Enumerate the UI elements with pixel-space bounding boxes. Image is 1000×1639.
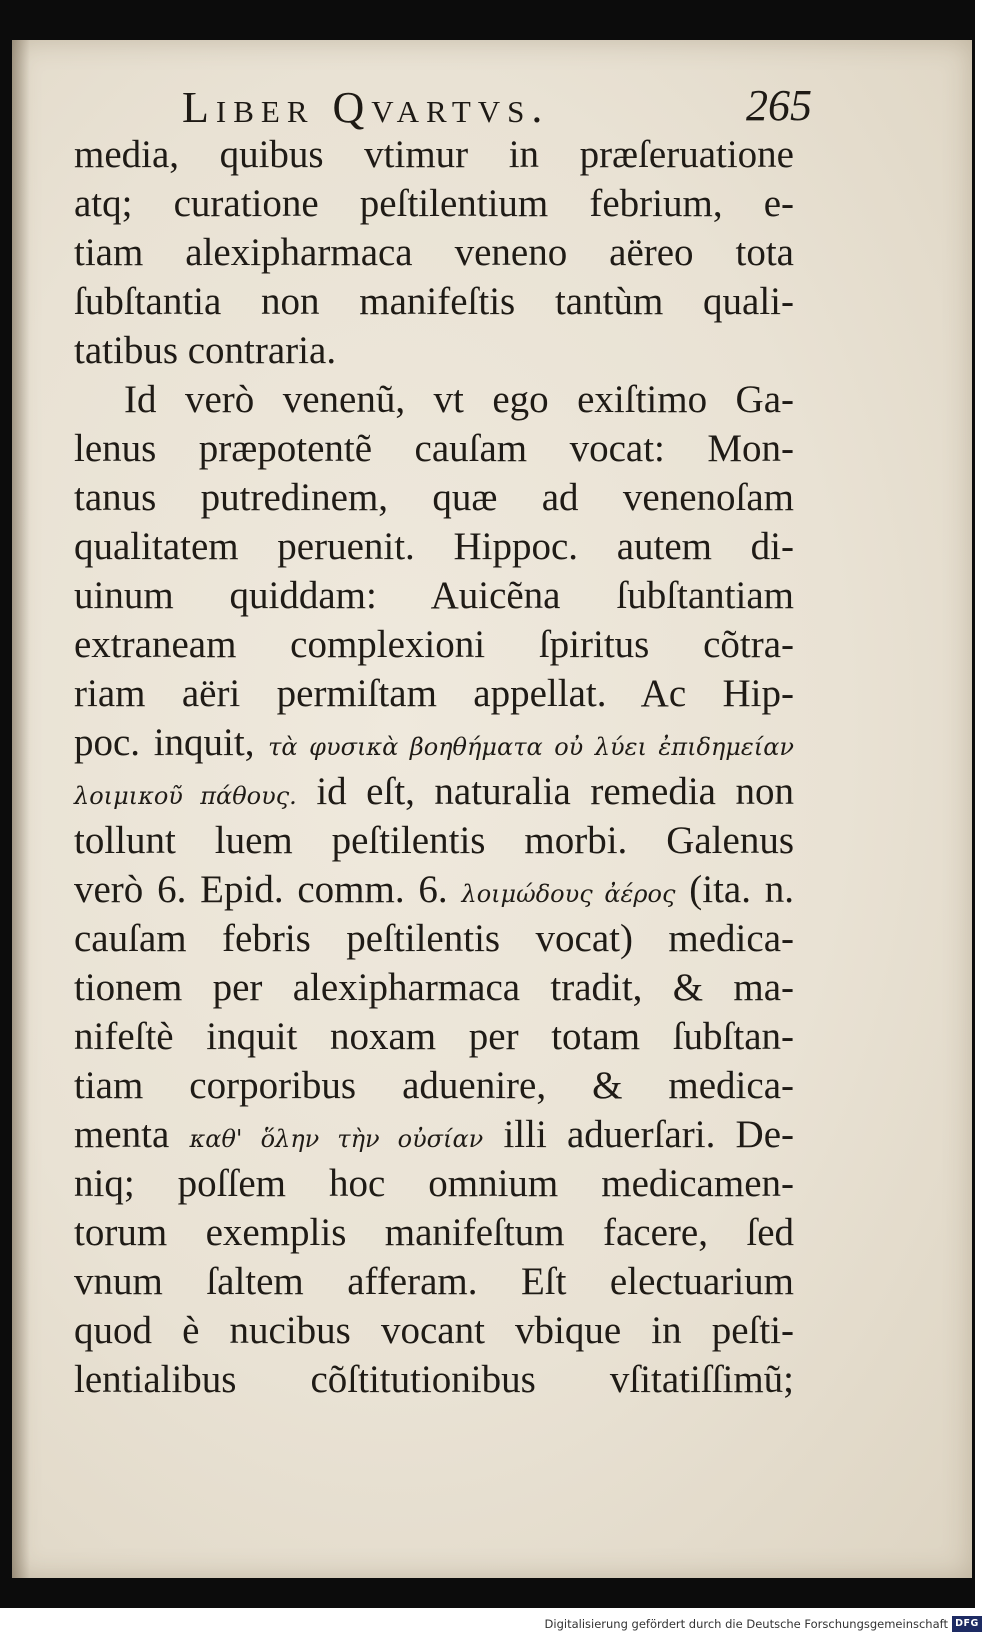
text-line	[74, 865, 794, 914]
text-line: nifeſtè inquit noxam per totam ſubſtan-	[74, 1015, 794, 1058]
book-page	[12, 40, 972, 1578]
digitization-footer	[0, 1612, 1000, 1639]
text-line: media, quibus vtimur in præſeruatione	[74, 133, 794, 176]
text-line: cauſam febris peſtilentis vocat) medica-	[74, 917, 794, 960]
text-line: lentialibus cõſtitutionibus vſitatiſſimũ;	[74, 1358, 794, 1401]
text-line: ſubſtantia non manifeſtis tantùm quali-	[74, 280, 794, 323]
greek-quotation: καθ' ὅλην τὴν οὐσίαν	[189, 1125, 484, 1153]
text-line: vnum ſaltem afferam. Eſt electuarium	[74, 1260, 794, 1303]
latin-text: poc. inquit,	[74, 721, 255, 764]
text-line: uinum quiddam: Auicẽna ſubſtantiam	[74, 574, 794, 617]
text-line: niq; poſſem hoc omnium medicamen-	[74, 1162, 794, 1205]
latin-text: (ita. n.	[689, 868, 795, 911]
body-text	[74, 130, 794, 1404]
text-line: quod è nucibus vocant vbique in peſti-	[74, 1309, 794, 1352]
text-line: tanus putredinem, quæ ad venenoſam	[74, 476, 794, 519]
paragraph-start-line: Id verò venenũ, vt ego exiſtimo Ga-	[124, 378, 794, 421]
text-line: tollunt luem peſtilentis morbi. Galenus	[74, 819, 794, 862]
text-line: riam aëri permiſtam appellat. Ac Hip-	[74, 672, 794, 715]
text-line: tiam alexipharmaca veneno aëreo tota	[74, 231, 794, 274]
text-line	[74, 767, 794, 816]
text-line: torum exemplis manifeſtum facere, ſed	[74, 1211, 794, 1254]
greek-quotation: λοιμικοῦ πάθους.	[74, 782, 297, 810]
page-number: 265	[746, 81, 812, 130]
text-line: qualitatem peruenit. Hippoc. autem di-	[74, 525, 794, 568]
latin-text: verò 6. Epid. comm. 6.	[74, 868, 448, 911]
text-line: lenus præpotentẽ cauſam vocat: Mon-	[74, 427, 794, 470]
greek-quotation: τὰ φυσικὰ βοηθήματα οὐ λύει ἐπιδημείαν	[268, 733, 794, 761]
latin-text: id eſt, naturalia remedia non	[316, 770, 794, 813]
text-line: tatibus contraria.	[74, 329, 337, 372]
latin-text: menta	[74, 1113, 170, 1156]
text-line: extraneam complexioni ſpiritus cõtra-	[74, 623, 794, 666]
text-line	[74, 1110, 794, 1159]
funding-credit: Digitalisierung gefördert durch die Deutsche Forschungsgemeinschaft	[544, 1617, 948, 1631]
text-line: tionem per alexipharmaca tradit, & ma-	[74, 966, 794, 1009]
text-line: tiam corporibus aduenire, & medica-	[74, 1064, 794, 1107]
dfg-logo-icon: DFG	[952, 1616, 982, 1632]
running-head: Liber Qvartvs.	[182, 83, 550, 132]
latin-text: illi aduerſari. De-	[503, 1113, 794, 1156]
greek-quotation: λοιμώδους ἀέρος	[461, 880, 676, 908]
text-line: atq; curatione peſtilentium febrium, e-	[74, 182, 794, 225]
text-line	[74, 718, 794, 767]
